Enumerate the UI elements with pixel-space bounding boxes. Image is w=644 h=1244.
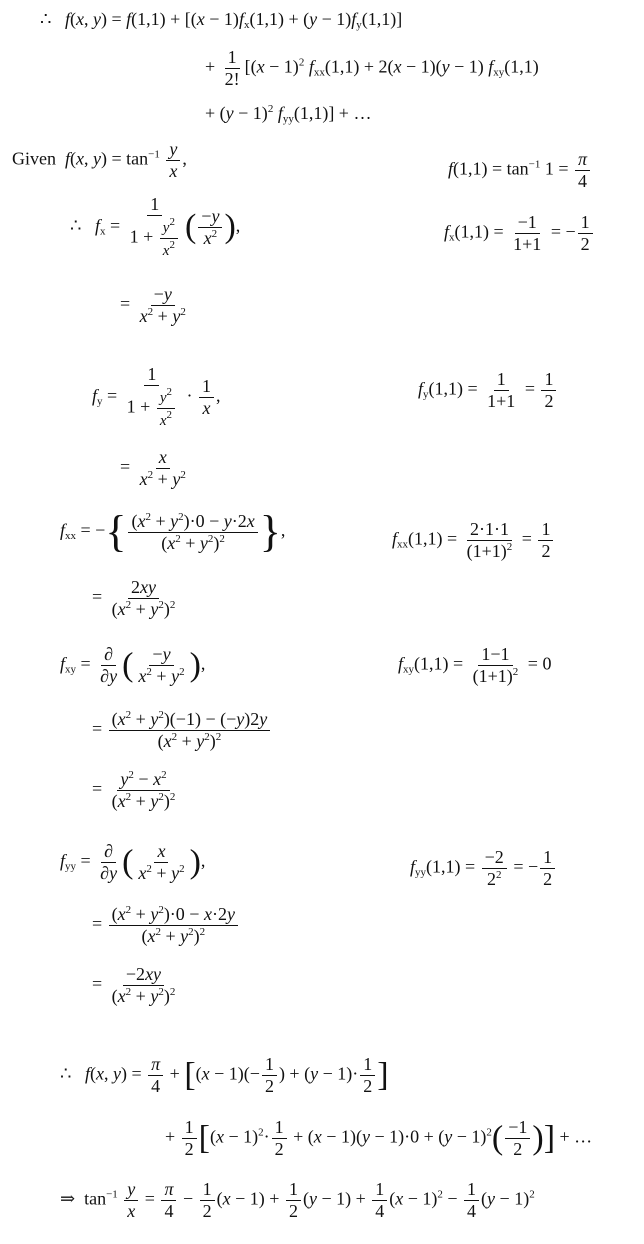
fxx-at-1-1: $f_{xx}(1,1)$ = $\frac{2\cdot 1\cdot 1}{(1+1)^2}$ = $\frac{1}{2}$ (392, 520, 555, 561)
therefore-symbol: ∴ (40, 9, 52, 29)
taylor-series-line-3: + $(y - 1)^2$ $f_{yy}(1,1)$] + … (205, 103, 372, 125)
fy-simplified: = $\frac{x}{x^2 + y^2}$ (120, 447, 186, 489)
taylor-series-line-2: + $\frac{1}{2!}$ [$(x - 1)^2$ $f_{xx}(1,1) + 2(x - 1)(y - 1)$ $f_{xy}(1,1)$ (205, 47, 539, 89)
fyy-step: = $\frac{(x^2 + y^2)\cdot 0 - x\cdot 2y}{(x^2 + y^2)^2}$ (92, 905, 240, 946)
fyy-simplified: = $\frac{-2xy}{(x^2 + y^2)^2}$ (92, 964, 176, 1006)
taylor-series-line-1: ∴ f(x, $y) = f(1,1) + [(x - 1)f_x(1,1) + (y - 1)f_y(1,1)]$ (40, 9, 403, 31)
final-expansion-line-1: ∴ f(x, y) = $\frac{\pi}{4}$ + [(x − 1)(− $\frac{1}{2}$ ) + (y − 1)· $\frac{1}{2}$ ] (60, 1054, 389, 1096)
final-expansion-line-2: + $\frac{1}{2}$ [$(x - 1)^2\cdot$ $\frac{1}{2}$ + $(x - 1)(y - 1)\cdot 0 + (y - 1)^2$( $\frac{-1}{2}$ )] + … (165, 1117, 593, 1159)
fx-definition: ∴ $f_x$ = 1 1 + $\frac{y^2}{x^2}$ ( $\frac{-y}{x^2}$ ), (70, 194, 241, 259)
fyy-definition: $f_{yy}$ = $\frac{\partial}{\partial y}$ ( $\frac{x}{x^2 + y^2}$ ), (60, 841, 206, 883)
fxy-simplified: = $\frac{y^2 - x^2}{(x^2 + y^2)^2}$ (92, 769, 176, 811)
fx-at-1-1: $f_x(1,1)$ = $\frac{-1}{1+1}$ = − $\frac{1}{2}$ (444, 213, 595, 254)
fx-simplified: = $\frac{-y}{x^2 + y^2}$ (120, 284, 186, 326)
fyy-at-1-1: $f_{yy}(1,1)$ = $\frac{-2}{2^2}$ = − $\frac{1}{2}$ (410, 848, 557, 889)
f-at-1-1: $f(1,1) = \tan^{-1} 1$ = $\frac{\pi}{4}$ (448, 150, 592, 191)
fxy-definition: $f_{xy}$ = $\frac{\partial}{\partial y}$ ( $\frac{-y}{x^2 + y^2}$ ), (60, 644, 206, 686)
fxy-at-1-1: $f_{xy}(1,1)$ = $\frac{1-1}{(1+1)^2}$ = 0 (398, 644, 552, 686)
fxx-simplified: = $\frac{2xy}{(x^2 + y^2)^2}$ (92, 577, 176, 619)
final-result: ⇒ $\tan^{-1}$ $\frac{y}{x}$ = $\frac{\pi}{4}$ − $\frac{1}{2}$ (x − 1) + $\frac{1}{2}$ (y − 1) + $\frac{1}{4}$ $(x - 1)^2$ − $\frac{1}{4}$ $(y - 1)^2$ (60, 1179, 535, 1221)
fy-at-1-1: $f_y(1,1)$ = $\frac{1}{1+1}$ = $\frac{1}{2}$ (418, 370, 558, 411)
fxx-definition: $f_{xx}$ = −{ $\frac{(x^2 + y^2)\cdot 0 - y\cdot 2x}{(x^2 + y^2)^2}$ }, (60, 507, 286, 556)
fy-definition: $f_y$ = 1 1 + $\frac{y^2}{x^2}$ · $\frac{1}{x}$ , (92, 364, 221, 429)
fxy-step: = $\frac{(x^2 + y^2)(-1) - (-y)2y}{(x^2 + y^2)^2}$ (92, 710, 272, 751)
given-statement: Given f(x, $y) = \tan^{-1}$ $\frac{y}{x}$ , (12, 139, 187, 181)
